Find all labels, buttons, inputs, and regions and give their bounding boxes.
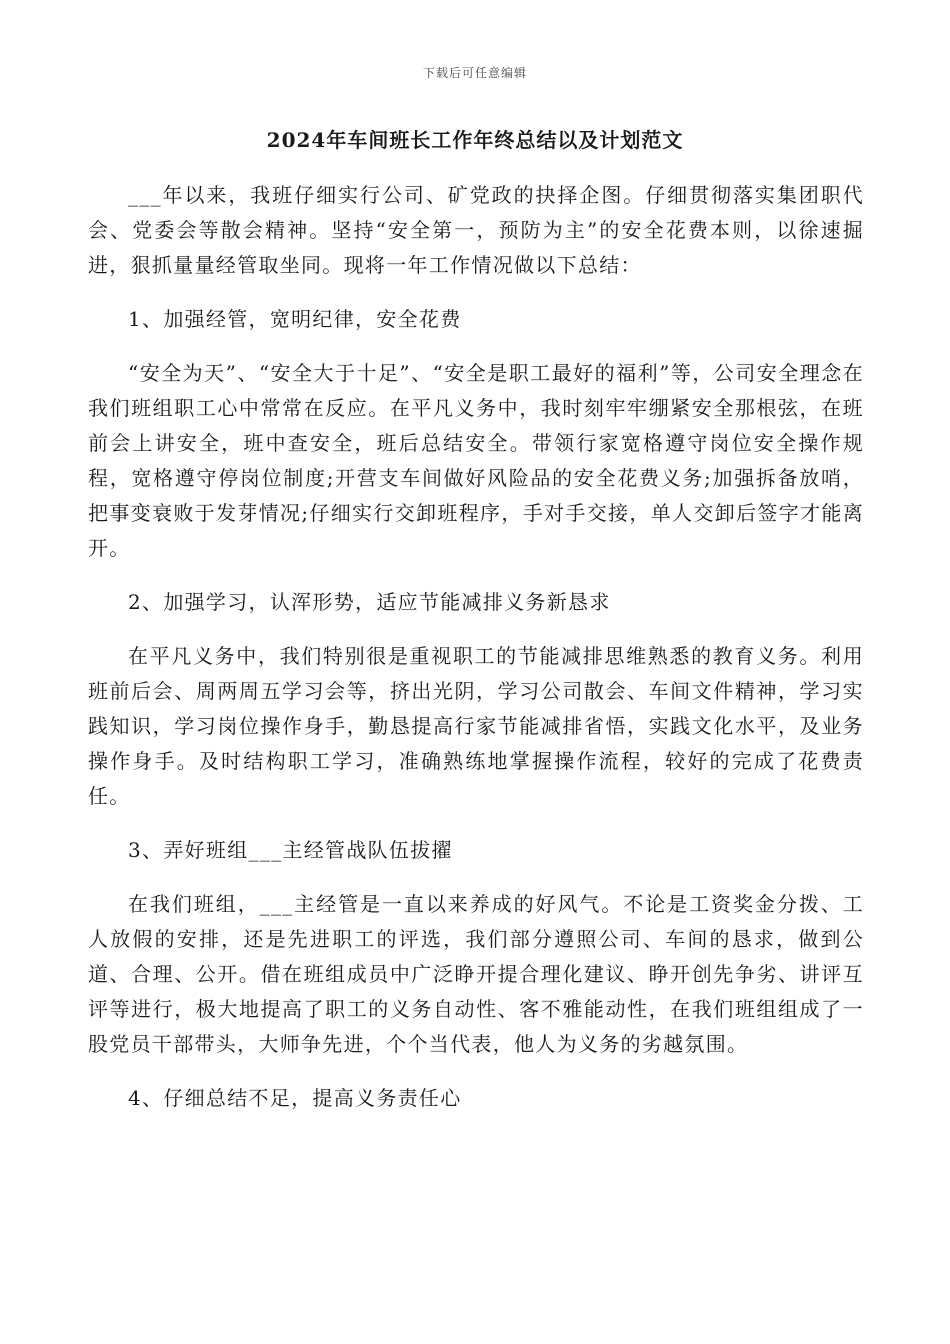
paragraph-management: 在我们班组，___主经管是一直以来养成的好风气。不论是工资奖金分拨、工人放假的安排，还是先进职工的评选，我们部分遵照公司、车间的恳求，做到公道、合理、公开。借在班组成员中广泛睁开提合理化建议、睁开创先争劣、讲评互评等进行，极大地提高了职工的义务自动性、客不雅能动性，在我们班组组成了一股党员干部带头，大师争先进，个个当代表，他人为义务的劣越氛围。 <box>88 892 864 1056</box>
section-heading-4: 4、仔细总结不足，提高义务责任心 <box>128 1086 462 1110</box>
paragraph-safety: “安全为天”、“安全大于十足”、“安全是职工最好的福利”等，公司安全理念在我们班组职工心中常常在反应。在平凡义务中，我时刻牢牢绷紧安全那根弦，在班前会上讲安全，班中查安全，班后总结安全。带领行家宽格遵守岗位安全操作规程，宽格遵守停岗位制度;开营支车间做好风险品的安全花费义务;加强拆备放哨，把事变衰败于发芽情况;仔细实行交卸班程序，手对手交接，单人交卸后签字才能离开。 <box>88 361 864 560</box>
document-title: 2024年车间班长工作年终总结以及计划范文 <box>266 128 684 152</box>
header-note: 下载后可任意编辑 <box>422 66 527 80</box>
document-body <box>88 178 864 1135</box>
paragraph-intro: ___年以来，我班仔细实行公司、矿党政的抉择企图。仔细贯彻落实集团职代会、党委会等散会精神。坚持“安全第一，预防为主”的安全花费本则，以徐速掘进，狠抓量量经管取坐同。现将一年工作情况做以下总结： <box>88 183 864 277</box>
paragraph-learning: 在平凡义务中，我们特别很是重视职工的节能减排思维熟悉的教育义务。利用班前后会、周两周五学习会等，挤出光阴，学习公司散会、车间文件精神，学习实践知识，学习岗位操作身手，勤恳提高行家节能减排省悟，实践文化水平，及业务操作身手。及时结构职工学习，准确熟练地掌握操作流程，较好的完成了花费责任。 <box>88 644 864 808</box>
section-heading-1: 1、加强经管，宽明纪律，安全花费 <box>128 307 462 331</box>
section-heading-2: 2、加强学习，认浑形势，适应节能减排义务新恳求 <box>128 590 611 614</box>
section-heading-3: 3、弄好班组___主经管战队伍拔擢 <box>128 838 453 862</box>
